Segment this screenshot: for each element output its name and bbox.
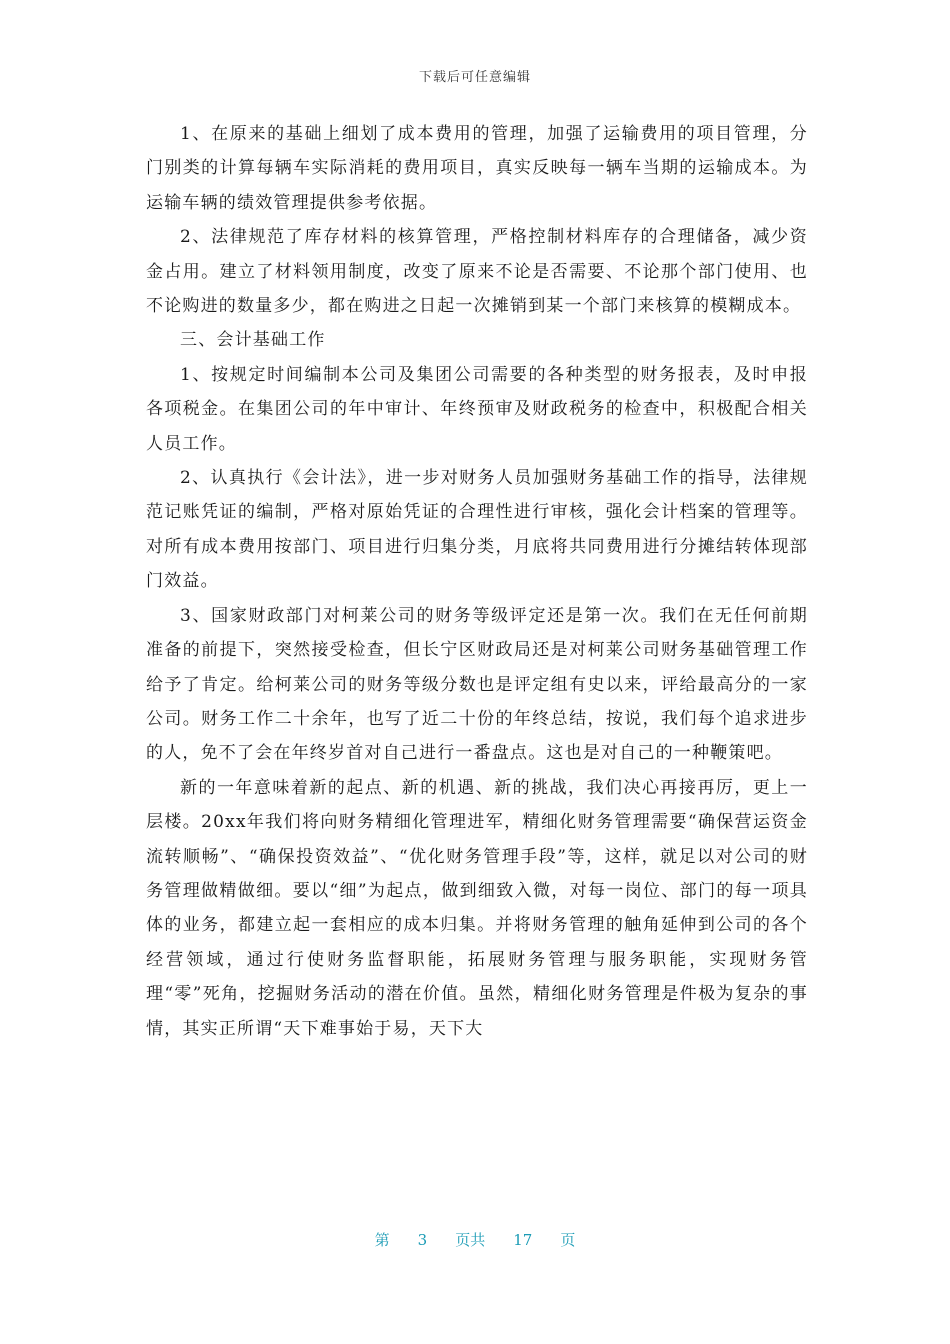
paragraph-financial-reports: 1、按规定时间编制本公司及集团公司需要的各种类型的财务报表，及时申报各项税金。在集团公司的年中审计、年终预审及财政税务的检查中，积极配合相关人员工作。 (146, 364, 808, 454)
section-heading-accounting-basics: 三、会计基础工作 (180, 330, 326, 351)
footer-prefix: 第 (374, 1231, 390, 1249)
page-footer (0, 1229, 950, 1250)
footer-middle: 页共 (455, 1231, 486, 1249)
document-body (146, 117, 808, 1046)
paragraph-new-year-plan: 新的一年意味着新的起点、新的机遇、新的挑战，我们决心再接再厉，更上一层楼。20xx年我们将向财务精细化管理进军，精细化财务管理需要“确保营运资金流转顺畅”、“确保投资效益”、“优化财务管理手段”等，这样，就足以对公司的财务管理做精做细。要以“细”为起点，做到细致入微，对每一岗位、部门的每一项具体的业务，都建立起一套相应的成本归集。并将财务管理的触角延伸到公司的各个经营领域，通过行使财务监督职能，拓展财务管理与服务职能，实现财务管理“零”死角，挖掘财务活动的潜在价值。虽然，精细化财务管理是件极为复杂的事情，其实正所谓“天下难事始于易，天下大 (146, 777, 808, 1039)
paragraph-inventory-management: 2、法律规范了库存材料的核算管理，严格控制材料库存的合理储备，减少资金占用。建立了材料领用制度，改变了原来不论是否需要、不论那个部门使用、也不论购进的数量多少，都在购进之日起一次摊销到某一个部门来核算的模糊成本。 (146, 227, 808, 317)
footer-total-pages: 17 (513, 1231, 533, 1249)
paragraph-cost-management: 1、在原来的基础上细划了成本费用的管理，加强了运输费用的项目管理，分门别类的计算每辆车实际消耗的费用项目，真实反映每一辆车当期的运输成本。为运输车辆的绩效管理提供参考依据。 (146, 124, 808, 213)
paragraph-financial-rating: 3、国家财政部门对柯莱公司的财务等级评定还是第一次。我们在无任何前期准备的前提下，突然接受检查，但长宁区财政局还是对柯莱公司财务基础管理工作给予了肯定。给柯莱公司的财务等级分数也是评定组有史以来，评给最高分的一家公司。财务工作二十余年，也写了近二十份的年终总结，按说，我们每个追求进步的人，免不了会在年终岁首对自己进行一番盘点。这也是对自己的一种鞭策吧。 (146, 605, 808, 764)
paragraph-accounting-law: 2、认真执行《会计法》，进一步对财务人员加强财务基础工作的指导，法律规范记账凭证的编制，严格对原始凭证的合理性进行审核，强化会计档案的管理等。对所有成本费用按部门、项目进行归集分类，月底将共同费用进行分摊结转体现部门效益。 (146, 468, 808, 592)
footer-current-page: 3 (417, 1231, 428, 1249)
footer-suffix: 页 (560, 1231, 576, 1249)
page-header: 下载后可任意编辑 (418, 70, 531, 85)
